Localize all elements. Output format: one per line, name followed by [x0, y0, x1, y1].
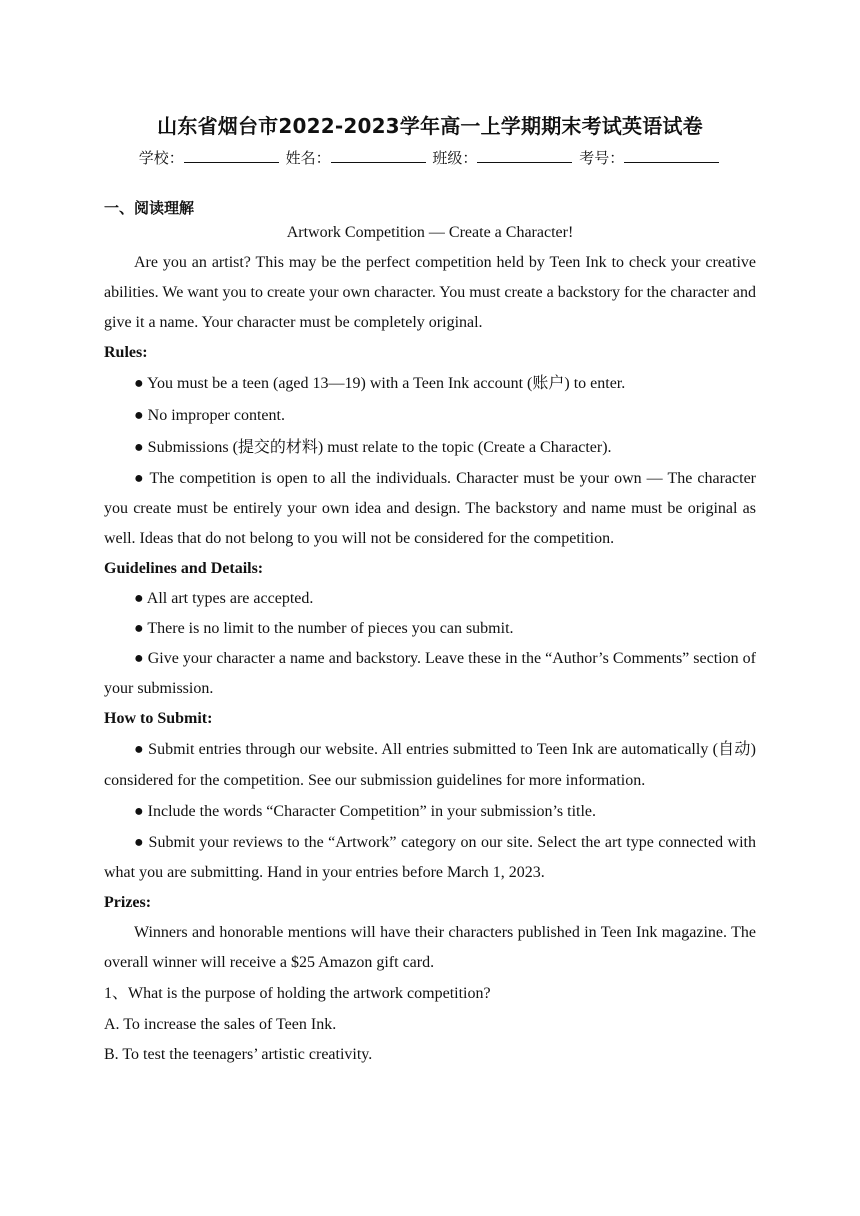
- section-heading: 一、阅读理解: [104, 199, 195, 217]
- guideline-item: ● All art types are accepted.: [134, 590, 314, 607]
- rule-item: ● The competition is open to all the individuals. Character must be your own — The character you create must be entirely your own idea and design. The backstory and name must be original as well. Ideas that do not belong to you will not be considered for the competition.: [104, 470, 756, 547]
- student-info-line: [0, 147, 860, 168]
- prizes-heading: Prizes:: [104, 894, 152, 911]
- rule-item: ● No improper content.: [134, 407, 285, 424]
- submit-heading: How to Submit:: [104, 710, 213, 727]
- submit-item: ● Include the words “Character Competition” in your submission’s title.: [134, 803, 597, 820]
- exam-title: 山东省烟台市2022-2023学年高一上学期期末考试英语试卷: [157, 114, 703, 138]
- answer-option[interactable]: B. To test the teenagers’ artistic creativity.: [104, 1046, 373, 1063]
- rule-item: ● You must be a teen (aged 13—19) with a Teen Ink account (账户) to enter.: [134, 375, 626, 392]
- passage-title: Artwork Competition — Create a Character!: [286, 224, 574, 241]
- school-blank[interactable]: [184, 148, 279, 163]
- name-label: 姓名：: [285, 149, 331, 167]
- question-stem: 1、What is the purpose of holding the artwork competition?: [104, 985, 491, 1002]
- class-blank[interactable]: [477, 148, 572, 163]
- submit-item: ● Submit your reviews to the “Artwork” category on our site. Select the art type connected with what you are submitting. Hand in your entries before March 1, 2023.: [104, 834, 756, 881]
- guidelines-heading: Guidelines and Details:: [104, 560, 264, 577]
- class-label: 班级：: [432, 149, 478, 167]
- submit-item: ● Submit entries through our website. All entries submitted to Teen Ink are automatically (自动) considered for the competition. See our submission guidelines for more information.: [104, 741, 756, 789]
- guideline-item: ● There is no limit to the number of pieces you can submit.: [134, 620, 514, 637]
- prizes-text: Winners and honorable mentions will have their characters published in Teen Ink magazine. The overall winner will receive a $25 Amazon gift card.: [104, 924, 756, 971]
- name-blank[interactable]: [331, 148, 426, 163]
- school-label: 学校：: [138, 149, 184, 167]
- exam-number-label: 考号：: [579, 149, 625, 167]
- passage-intro: Are you an artist? This may be the perfect competition held by Teen Ink to check your creative abilities. We want you to create your own character. You must create a backstory for the character and give it a name. Your character must be completely original.: [104, 254, 756, 331]
- reading-passage: [104, 218, 756, 1070]
- answer-option[interactable]: A. To increase the sales of Teen Ink.: [104, 1016, 337, 1033]
- rules-heading: Rules:: [104, 344, 148, 361]
- exam-number-blank[interactable]: [624, 148, 719, 163]
- guideline-item: ● Give your character a name and backstory. Leave these in the “Author’s Comments” section of your submission.: [104, 650, 756, 697]
- rule-item: ● Submissions (提交的材料) must relate to the topic (Create a Character).: [134, 439, 612, 456]
